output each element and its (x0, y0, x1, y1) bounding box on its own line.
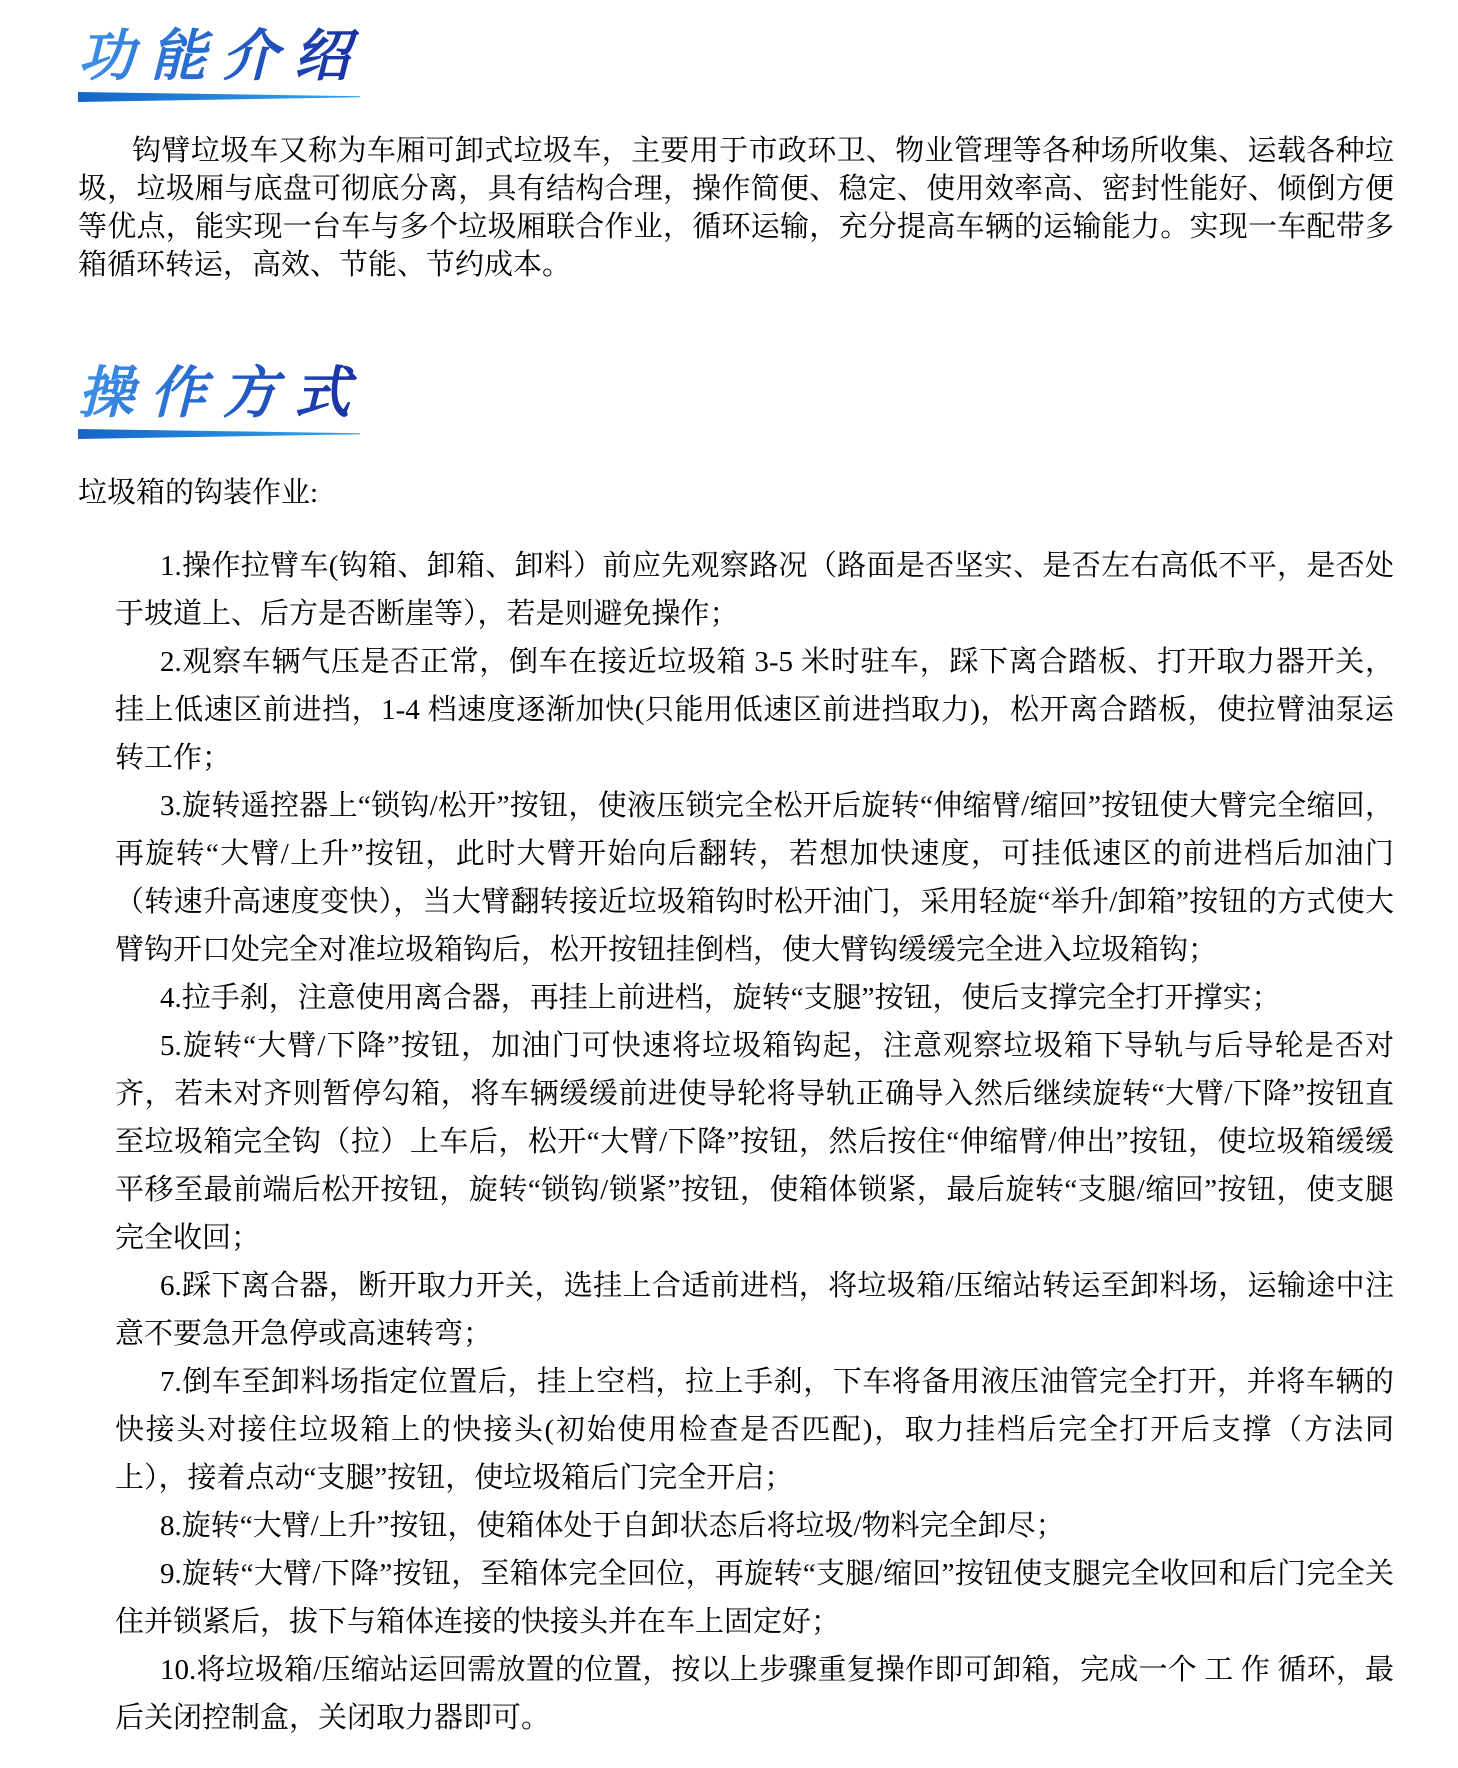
operation-steps-list (78, 542, 1394, 1742)
operation-intro-label: 垃圾箱的钩装作业: (78, 477, 319, 509)
title-underline-swoosh (78, 429, 360, 439)
operation-step-6: 6.踩下离合器，断开取力开关，选挂上合适前进档，将垃圾箱/压缩站转运至卸料场，运输途中注意不要急开急停或高速转弯； (115, 1270, 1394, 1350)
section-title-operation: 操作方式 (78, 363, 372, 425)
features-body (78, 132, 1394, 284)
features-paragraph: 钩臂垃圾车又称为车厢可卸式垃圾车，主要用于市政环卫、物业管理等各种场所收集、运载各种垃圾，垃圾厢与底盘可彻底分离，具有结构合理，操作简便、稳定、使用效率高、密封性能好、倾倒方便等优点，能实现一台车与多个垃圾厢联合作业，循环运输，充分提高车辆的运输能力。实现一车配带多箱循环转运，高效、节能、节约成本。 (78, 135, 1394, 281)
title-underline-swoosh (78, 92, 360, 102)
section-heading-features (78, 26, 372, 102)
section-title-features: 功能介绍 (78, 26, 372, 88)
operation-step-9: 9.旋转“大臂/下降”按钮，至箱体完全回位，再旋转“支腿/缩回”按钮使支腿完全收回和后门完全关住并锁紧后，拔下与箱体连接的快接头并在车上固定好； (115, 1558, 1394, 1638)
section-heading-operation (78, 363, 372, 439)
operation-step-7: 7.倒车至卸料场指定位置后，挂上空档，拉上手刹，下车将备用液压油管完全打开，并将车辆的快接头对接住垃圾箱上的快接头(初始使用检查是否匹配)，取力挂档后完全打开后支撑（方法同上），接着点动“支腿”按钮，使垃圾箱后门完全开启； (115, 1366, 1394, 1494)
operation-body (78, 473, 1394, 1742)
operation-step-8: 8.旋转“大臂/上升”按钮，使箱体处于自卸状态后将垃圾/物料完全卸尽； (160, 1510, 1065, 1542)
operation-step-3: 3.旋转遥控器上“锁钩/松开”按钮，使液压锁完全松开后旋转“伸缩臂/缩回”按钮使大臂完全缩回，再旋转“大臂/上升”按钮，此时大臂开始向后翻转，若想加快速度，可挂低速区的前进档后加油门（转速升高速度变快），当大臂翻转接近垃圾箱钩时松开油门，采用轻旋“举升/卸箱”按钮的方式使大臂钩开口处完全对准垃圾箱钩后，松开按钮挂倒档，使大臂钩缓缓完全进入垃圾箱钩； (115, 790, 1394, 966)
operation-step-10: 10.将垃圾箱/压缩站运回需放置的位置，按以上步骤重复操作即可卸箱，完成一个 工 作 循环，最后关闭控制盒，关闭取力器即可。 (115, 1654, 1394, 1734)
operation-step-5: 5.旋转“大臂/下降”按钮，加油门可快速将垃圾箱钩起，注意观察垃圾箱下导轨与后导轮是否对齐，若未对齐则暂停勾箱，将车辆缓缓前进使导轮将导轨正确导入然后继续旋转“大臂/下降”按钮直至垃圾箱完全钩（拉）上车后，松开“大臂/下降”按钮，然后按住“伸缩臂/伸出”按钮，使垃圾箱缓缓平移至最前端后松开按钮，旋转“锁钩/锁紧”按钮，使箱体锁紧，最后旋转“支腿/缩回”按钮，使支腿完全收回； (115, 1030, 1394, 1254)
operation-step-2: 2.观察车辆气压是否正常，倒车在接近垃圾箱 3-5 米时驻车，踩下离合踏板、打开取力器开关，挂上低速区前进挡，1-4 档速度逐渐加快(只能用低速区前进挡取力)，松开离合踏板，使拉臂油泵运转工作； (115, 646, 1394, 774)
operation-step-4: 4.拉手刹，注意使用离合器，再挂上前进档，旋转“支腿”按钮，使后支撑完全打开撑实； (160, 982, 1281, 1014)
operation-step-1: 1.操作拉臂车(钩箱、卸箱、卸料）前应先观察路况（路面是否坚实、是否左右高低不平，是否处于坡道上、后方是否断崖等），若是则避免操作； (115, 550, 1394, 630)
